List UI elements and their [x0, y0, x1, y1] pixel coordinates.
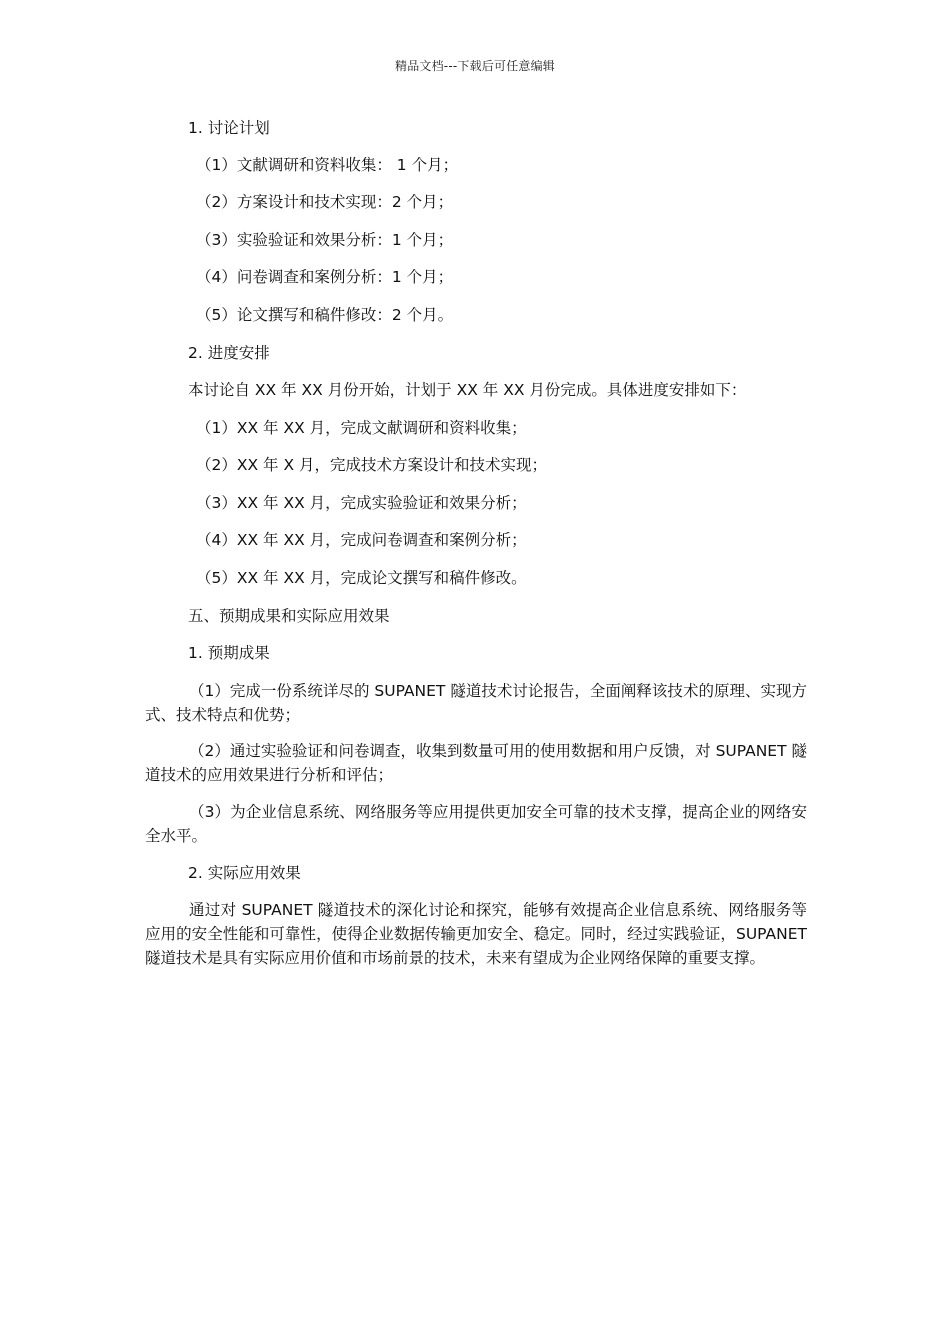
schedule-item-1: （1）XX 年 XX 月，完成文献调研和资料收集； [196, 419, 527, 437]
expected-paragraph-1: （1）完成一份系统详尽的 SUPANET 隧道技术讨论报告，全面阐释该技术的原理、实现方式、技术特点和优势； [145, 682, 807, 724]
schedule-heading: 2. 进度安排 [188, 344, 270, 362]
expected-paragraph-3: （3）为企业信息系统、网络服务等应用提供更加安全可靠的技术支撑，提高企业的网络安全水平。 [145, 803, 807, 845]
effect-heading: 2. 实际应用效果 [188, 864, 301, 882]
expected-paragraph-2: （2）通过实验验证和问卷调查，收集到数量可用的使用数据和用户反馈，对 SUPANET 隧道技术的应用效果进行分析和评估； [145, 742, 807, 784]
schedule-item-4: （4）XX 年 XX 月，完成问卷调查和案例分析； [196, 531, 527, 549]
plan-item-3: （3）实验验证和效果分析：1 个月； [196, 231, 454, 249]
effect-paragraph: 通过对 SUPANET 隧道技术的深化讨论和探究，能够有效提高企业信息系统、网络服务等应用的安全性能和可靠性，使得企业数据传输更加安全、稳定。同时，经过实践验证，SUPANET 隧道技术是具有实际应用价值和市场前景的技术，未来有望成为企业网络保障的重要支撑。 [145, 901, 807, 967]
expected-heading: 1. 预期成果 [188, 644, 270, 662]
plan-item-4: （4）问卷调查和案例分析：1 个月； [196, 268, 454, 286]
schedule-intro: 本讨论自 XX 年 XX 月份开始，计划于 XX 年 XX 月份完成。具体进度安排如下： [188, 381, 747, 399]
plan-item-2: （2）方案设计和技术实现：2 个月； [196, 193, 454, 211]
chapter-five-heading: 五、预期成果和实际应用效果 [188, 607, 390, 625]
schedule-item-5: （5）XX 年 XX 月，完成论文撰写和稿件修改。 [196, 569, 527, 587]
plan-item-1: （1）文献调研和资料收集： 1 个月； [196, 156, 459, 174]
schedule-item-2: （2）XX 年 X 月，完成技术方案设计和技术实现； [196, 456, 547, 474]
page-header: 精品文档---下载后可任意编辑 [395, 59, 555, 73]
schedule-item-3: （3）XX 年 XX 月，完成实验验证和效果分析； [196, 494, 527, 512]
plan-item-5: （5）论文撰写和稿件修改：2 个月。 [196, 306, 454, 324]
plan-heading: 1. 讨论计划 [188, 119, 270, 137]
